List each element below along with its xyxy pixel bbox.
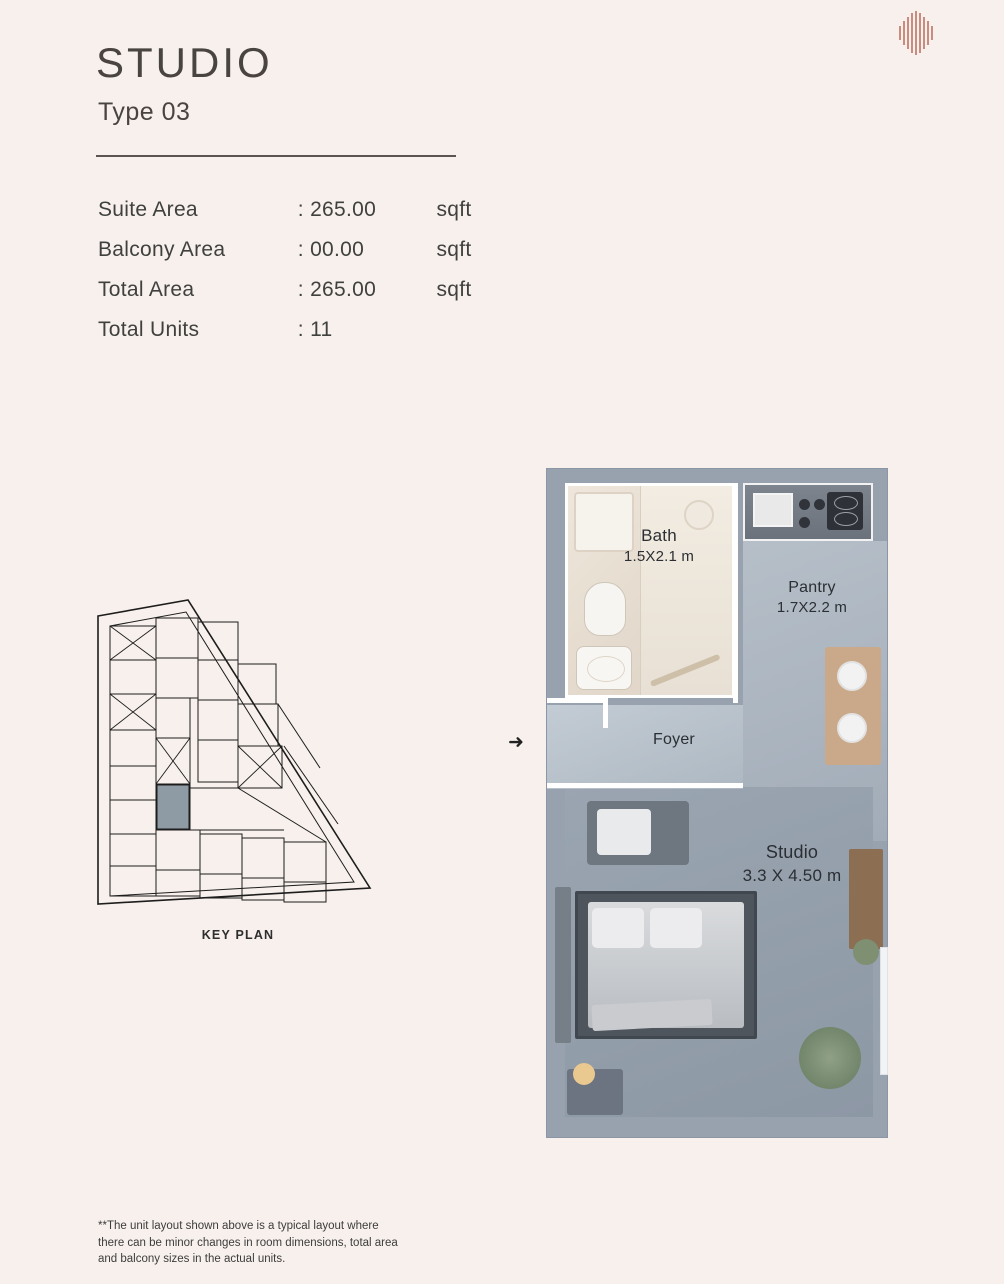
potted-plant-icon (853, 939, 879, 965)
spec-number: 265.00 (310, 198, 377, 221)
key-plan-drawing (88, 598, 388, 918)
spec-separator: : (297, 318, 304, 341)
dining-table (825, 647, 881, 765)
room-name: Studio (765, 842, 819, 862)
key-plan (88, 598, 388, 942)
area-spec-table (98, 190, 518, 350)
spec-label: Total Units (98, 318, 200, 341)
lounge-chair (587, 801, 689, 865)
pillow (650, 908, 702, 948)
spec-separator: : (297, 278, 304, 301)
spec-unit: sqft (436, 238, 472, 261)
table-lamp-icon (573, 1063, 595, 1085)
spec-label: Balcony Area (98, 238, 226, 261)
spec-unit (436, 310, 518, 350)
room-dimension: 1.7X2.2 m (776, 599, 848, 617)
pillow (592, 908, 644, 948)
disclaimer-text: **The unit layout shown above is a typical layout where there can be minor changes in room dimensions, total area and balcony sizes in the actual units. (98, 1220, 398, 1266)
bath-room (565, 483, 735, 698)
spec-label: Suite Area (98, 198, 198, 221)
spec-separator: : (297, 198, 304, 221)
unit-type-subtitle: Type 03 (98, 98, 191, 127)
header-divider (96, 155, 456, 157)
bed (575, 891, 757, 1039)
room-label-studio (699, 841, 885, 887)
room-name: Pantry (788, 579, 836, 596)
spec-value (298, 190, 437, 230)
wall-segment (547, 783, 743, 788)
entry-arrow-icon: ➜ (508, 732, 524, 753)
dining-plate (837, 661, 867, 691)
highlighted-unit (157, 785, 189, 829)
window (880, 947, 888, 1075)
floor-plan (546, 468, 888, 1138)
spec-number: 00.00 (310, 238, 365, 261)
pantry-counter (743, 483, 873, 541)
spec-unit: sqft (436, 198, 472, 221)
spec-unit: sqft (436, 278, 472, 301)
wall-segment (603, 698, 608, 728)
header-block (96, 40, 576, 157)
spec-number: 265.00 (310, 278, 377, 301)
table-row (98, 230, 518, 270)
page-title: STUDIO (96, 39, 273, 86)
spec-value (298, 230, 437, 270)
dining-plate (837, 713, 867, 743)
wall-segment (547, 698, 607, 703)
room-name: Foyer (653, 731, 695, 748)
table-row (98, 190, 518, 230)
room-name: Bath (641, 526, 677, 545)
room-dimension: 1.5X2.1 m (623, 548, 695, 566)
table-row (98, 270, 518, 310)
brand-logo (894, 10, 938, 56)
potted-plant-icon (799, 1027, 861, 1089)
wash-basin (576, 646, 632, 690)
room-label-bath (599, 525, 719, 567)
bed-headboard (555, 887, 571, 1043)
table-row (98, 310, 518, 350)
spec-number: 11 (310, 318, 333, 341)
room-label-pantry (737, 577, 887, 618)
toilet (584, 582, 626, 636)
kitchen-sink (753, 493, 793, 527)
spec-value (298, 310, 437, 350)
cook-top (827, 492, 863, 530)
room-dimension: 3.3 X 4.50 m (742, 865, 842, 885)
room-label-foyer (591, 729, 757, 750)
spec-separator: : (297, 238, 304, 261)
key-plan-label: KEY PLAN (201, 928, 275, 942)
spec-label: Total Area (98, 278, 195, 301)
spec-value (298, 270, 437, 310)
